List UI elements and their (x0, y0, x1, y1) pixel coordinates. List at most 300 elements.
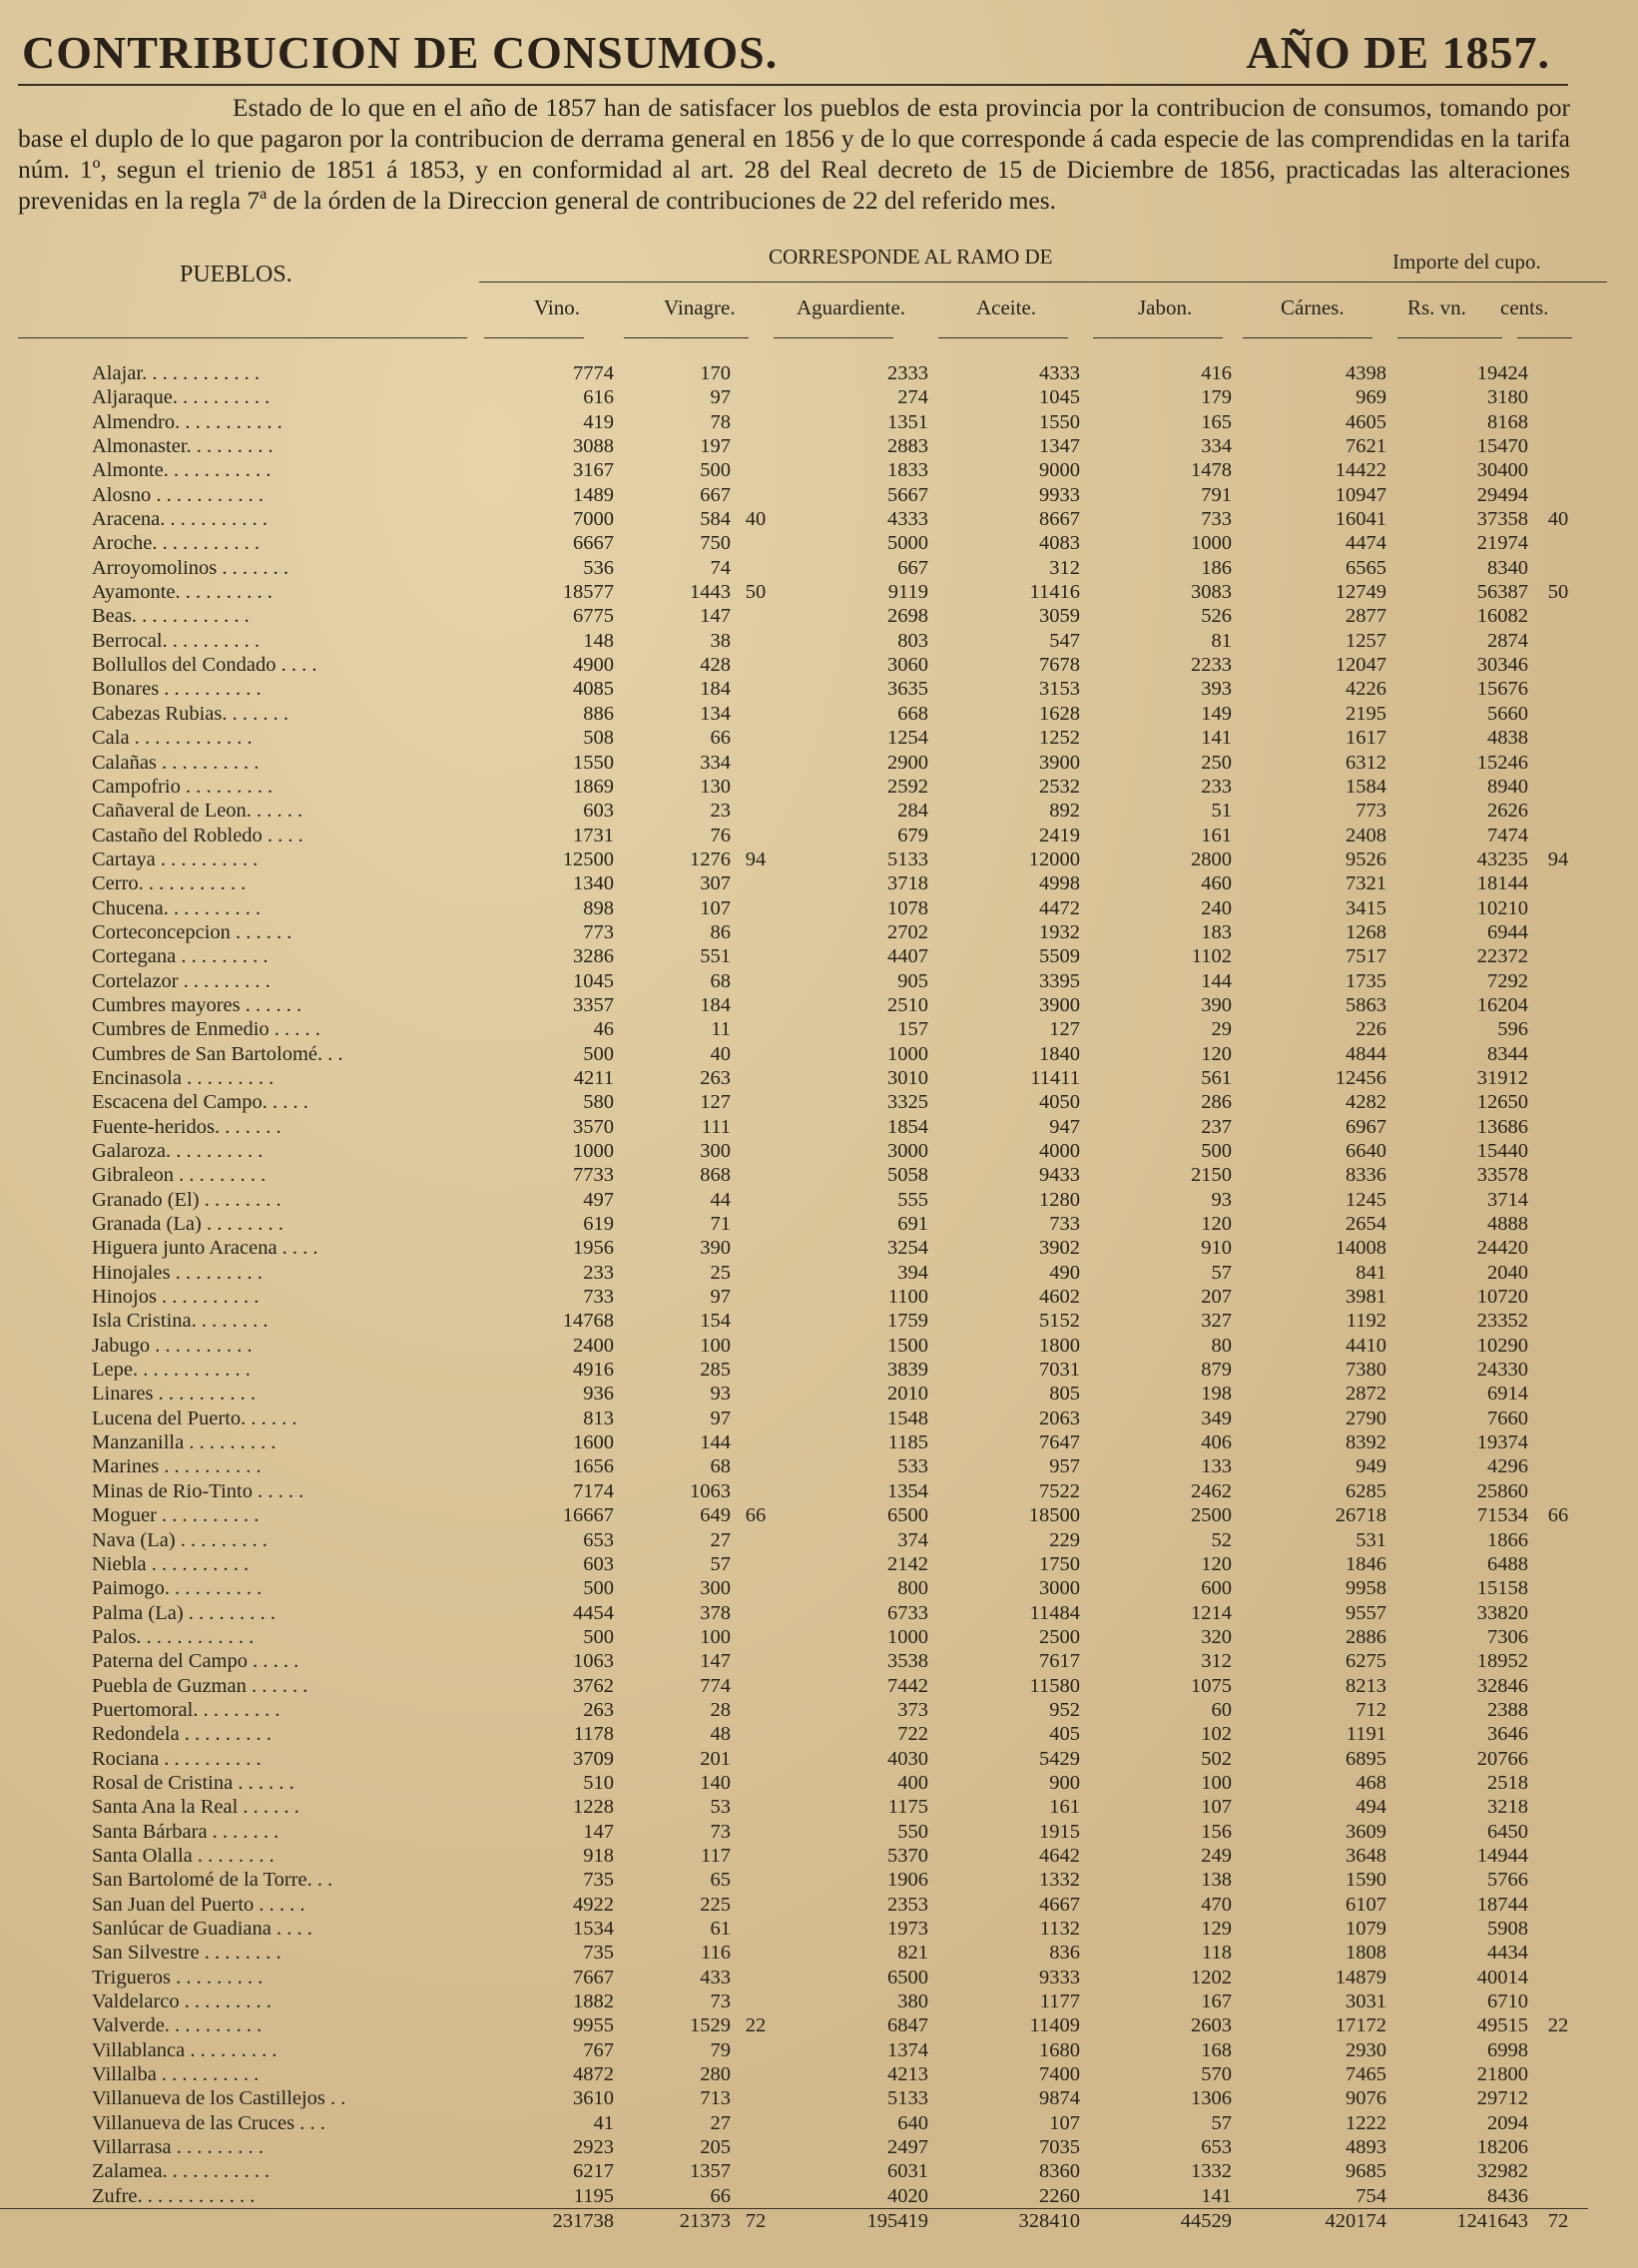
aguardiente-value: 6733 (887, 1601, 928, 1624)
vinagre-value: 551 (700, 945, 731, 968)
aguardiente-value: 6500 (887, 1966, 928, 1988)
importe-value: 37358 (1476, 508, 1528, 531)
aceite-value: 1347 (1039, 435, 1080, 458)
aguardiente-value: 394 (897, 1261, 928, 1284)
vino-value: 7174 (573, 1479, 614, 1502)
importe-value: 32982 (1476, 2160, 1528, 2183)
carnes-value: 9526 (1346, 848, 1386, 870)
vinagre-cents (731, 653, 781, 677)
carnes-header: Cárnes. (1281, 295, 1345, 319)
importe-value: 20766 (1476, 1747, 1528, 1770)
aguardiente-value: 400 (897, 1771, 928, 1794)
importe-cents (1528, 2086, 1588, 2110)
header-rule (18, 337, 467, 338)
aceite-value: 805 (1049, 1383, 1080, 1406)
pueblo-name: Cerro. . . . . . . . . . . (92, 872, 247, 895)
importe-cents (1528, 1917, 1588, 1941)
importe-cents (1528, 702, 1588, 726)
jabon-value: 102 (1201, 1723, 1232, 1746)
pueblo-name: Lepe. . . . . . . . . . . . (92, 1359, 251, 1382)
aguardiente-value: 3839 (887, 1359, 928, 1382)
importe-value: 8340 (1487, 556, 1528, 579)
pueblo-name: Aroche. . . . . . . . . . . (92, 532, 260, 555)
vinagre-value: 48 (710, 1723, 731, 1746)
vinagre-value: 11 (711, 1018, 731, 1041)
vinagre-value: 134 (700, 702, 731, 725)
aceite-value: 127 (1049, 1018, 1080, 1041)
table-row (0, 580, 1588, 604)
pueblo-name: Cabezas Rubias. . . . . . . (92, 702, 288, 725)
table-row (0, 1115, 1588, 1139)
pueblo-name: Higuera junto Aracena . . . . (92, 1237, 318, 1260)
importe-cents (1528, 824, 1588, 848)
vinagre-cents: 94 (745, 848, 767, 870)
pueblo-name: Santa Bárbara . . . . . . . (92, 1820, 279, 1843)
carnes-value: 531 (1356, 1528, 1386, 1551)
vino-value: 147 (583, 1820, 614, 1843)
importe-value: 2094 (1487, 2111, 1528, 2134)
aceite-value: 892 (1049, 800, 1080, 823)
importe-cents (1528, 1989, 1588, 2013)
importe-value: 33820 (1476, 1601, 1528, 1624)
vinagre-value: 307 (700, 872, 731, 895)
importe-value: 15440 (1476, 1140, 1528, 1162)
aceite-value: 328410 (928, 2209, 1080, 2234)
vino-value: 1882 (573, 1990, 614, 2013)
aguardiente-value: 6031 (887, 2160, 928, 2183)
carnes-value: 12047 (1335, 654, 1386, 677)
vino-value: 500 (583, 1042, 614, 1065)
importe-value: 16204 (1476, 993, 1528, 1016)
carnes-value: 4398 (1346, 362, 1386, 384)
importe-value: 56387 (1476, 581, 1528, 604)
importe-value: 15676 (1476, 678, 1528, 701)
jabon-value: 653 (1201, 2136, 1232, 2159)
jabon-value: 183 (1201, 920, 1232, 943)
importe-value: 23352 (1476, 1310, 1528, 1333)
vinagre-value: 390 (700, 1237, 731, 1260)
vinagre-cents (731, 2111, 781, 2135)
importe-cents (1528, 629, 1588, 653)
aceite-value: 7031 (1039, 1359, 1080, 1382)
vinagre-value: 100 (700, 1334, 731, 1357)
table-row (0, 1625, 1588, 1649)
importe-value: 6710 (1487, 1990, 1528, 2013)
vinagre-cents (731, 1479, 781, 1503)
table-row (0, 1285, 1588, 1309)
vino-value: 233 (583, 1261, 614, 1284)
aceite-value: 3153 (1039, 678, 1080, 701)
jabon-value: 320 (1201, 1625, 1232, 1648)
aguardiente-value: 803 (897, 629, 928, 652)
jabon-value: 390 (1201, 993, 1232, 1016)
vinagre-value: 713 (700, 2087, 731, 2110)
jabon-value: 138 (1201, 1869, 1232, 1892)
vinagre-cents (731, 458, 781, 482)
vino-value: 653 (583, 1528, 614, 1551)
vinagre-cents (731, 1454, 781, 1478)
aceite-value: 947 (1049, 1115, 1080, 1138)
vinagre-value: 74 (710, 556, 731, 579)
carnes-value: 7380 (1346, 1359, 1386, 1382)
vino-value: 14768 (562, 1310, 614, 1333)
jabon-value: 526 (1201, 605, 1232, 628)
table-row (0, 2038, 1588, 2062)
importe-cents (1528, 1649, 1588, 1673)
pueblo-name: Aljaraque. . . . . . . . . . (92, 386, 271, 409)
vinagre-cents (731, 1917, 781, 1941)
vino-value: 3709 (573, 1747, 614, 1770)
carnes-value: 6565 (1346, 556, 1386, 579)
aceite-value: 7678 (1039, 654, 1080, 677)
aceite-value: 4083 (1039, 532, 1080, 555)
vinagre-value: 184 (700, 678, 731, 701)
pueblo-name: San Juan del Puerto . . . . . (92, 1893, 305, 1916)
aguardiente-value: 284 (897, 800, 928, 823)
importe-cents (1528, 1674, 1588, 1698)
aguardiente-value: 533 (897, 1455, 928, 1478)
vinagre-value: 76 (710, 824, 731, 847)
table-row (0, 1820, 1588, 1844)
carnes-value: 841 (1356, 1261, 1386, 1284)
vino-value: 733 (583, 1286, 614, 1309)
vinagre-cents (731, 2086, 781, 2110)
jabon-value: 179 (1201, 386, 1232, 409)
table-row (0, 871, 1588, 895)
carnes-value: 7621 (1346, 435, 1386, 458)
aguardiente-value: 5058 (887, 1164, 928, 1187)
vinagre-value: 25 (710, 1261, 731, 1284)
jabon-value: 57 (1211, 1261, 1232, 1284)
aceite-value: 9333 (1039, 1966, 1080, 1988)
header-rule (1093, 337, 1223, 338)
vinagre-cents (731, 1261, 781, 1285)
vinagre-cents (731, 1625, 781, 1649)
importe-cents (1528, 969, 1588, 993)
vino-value: 4900 (573, 654, 614, 677)
vino-value: 7667 (573, 1966, 614, 1988)
vinagre-cents (731, 1649, 781, 1673)
pueblo-name: Villanueva de las Cruces . . . (92, 2111, 325, 2134)
importe-value: 6998 (1487, 2038, 1528, 2061)
importe-value: 12650 (1476, 1091, 1528, 1114)
jabon-value: 100 (1201, 1771, 1232, 1794)
importe-cents (1528, 1454, 1588, 1478)
vinagre-value: 1443 (690, 581, 731, 604)
aceite-header: Aceite. (976, 295, 1037, 319)
aguardiente-value: 7442 (887, 1674, 928, 1697)
aguardiente-header: Aguardiente. (797, 295, 906, 319)
vinagre-cents (731, 1820, 781, 1844)
importe-value: 22372 (1476, 945, 1528, 968)
importe-value: 19424 (1476, 362, 1528, 384)
vino-value: 508 (583, 727, 614, 750)
aguardiente-value: 4407 (887, 945, 928, 968)
vino-value: 4922 (573, 1893, 614, 1916)
aceite-value: 8667 (1039, 508, 1080, 531)
vinagre-cents (731, 1844, 781, 1868)
importe-cents (1528, 1188, 1588, 1212)
importe-cents (1528, 604, 1588, 628)
vino-value: 263 (583, 1698, 614, 1721)
rs-header: Rs. vn. (1407, 295, 1466, 319)
aceite-value: 9433 (1039, 1164, 1080, 1187)
jabon-value: 1102 (1191, 945, 1232, 968)
vinagre-cents (731, 531, 781, 555)
aceite-value: 107 (1049, 2111, 1080, 2134)
table-row (0, 824, 1588, 848)
vinagre-value: 111 (701, 1115, 731, 1138)
vinagre-value: 78 (710, 410, 731, 433)
carnes-value: 6967 (1346, 1115, 1386, 1138)
carnes-value: 6285 (1346, 1479, 1386, 1502)
carnes-value: 6895 (1346, 1747, 1386, 1770)
jabon-value: 2150 (1191, 1164, 1232, 1187)
vinagre-cents (731, 1042, 781, 1066)
vino-value: 1228 (573, 1796, 614, 1819)
importe-cents (1528, 653, 1588, 677)
carnes-value: 3415 (1346, 896, 1386, 919)
aguardiente-value: 1000 (887, 1042, 928, 1065)
jabon-value: 161 (1201, 824, 1232, 847)
importe-cents (1528, 1090, 1588, 1114)
table-row (0, 2184, 1588, 2209)
importe-cents (1528, 1625, 1588, 1649)
vinagre-value: 44 (710, 1188, 731, 1211)
importe-value: 15246 (1476, 751, 1528, 774)
aceite-value: 2532 (1039, 775, 1080, 798)
importe-cents (1528, 1212, 1588, 1236)
pueblo-name: Nava (La) . . . . . . . . . (92, 1528, 268, 1551)
importe-value: 3714 (1487, 1188, 1528, 1211)
carnes-value: 1245 (1346, 1188, 1386, 1211)
aceite-value: 4000 (1039, 1140, 1080, 1162)
importe-cents (1528, 2111, 1588, 2135)
vinagre-cents (731, 1552, 781, 1576)
vino-value: 773 (583, 920, 614, 943)
vino-value: 3762 (573, 1674, 614, 1697)
table-row (0, 385, 1588, 409)
vino-value: 9955 (573, 2014, 614, 2037)
vinagre-value: 170 (700, 362, 731, 384)
jabon-value: 1332 (1191, 2160, 1232, 2183)
jabon-value: 1000 (1191, 532, 1232, 555)
importe-cents (1528, 1698, 1588, 1722)
jabon-value: 2800 (1191, 848, 1232, 870)
carnes-value: 9685 (1346, 2160, 1386, 2183)
aguardiente-value: 3060 (887, 654, 928, 677)
vinagre-value: 86 (710, 920, 731, 943)
vinagre-cents (731, 944, 781, 968)
importe-cents (1528, 1285, 1588, 1309)
carnes-value: 1846 (1346, 1552, 1386, 1575)
table-row (0, 1479, 1588, 1503)
vinagre-value: 144 (700, 1431, 731, 1454)
aceite-value: 9874 (1039, 2087, 1080, 2110)
aceite-value: 7647 (1039, 1431, 1080, 1454)
importe-cents (1528, 2038, 1588, 2062)
jabon-value: 233 (1201, 775, 1232, 798)
importe-cents (1528, 1407, 1588, 1430)
vinagre-value: 774 (700, 1674, 731, 1697)
carnes-value: 4226 (1346, 678, 1386, 701)
jabon-value: 29 (1211, 1018, 1232, 1041)
vino-value: 41 (593, 2111, 614, 2134)
importe-cents (1528, 1795, 1588, 1819)
importe-value: 71534 (1476, 1504, 1528, 1527)
carnes-value: 2872 (1346, 1383, 1386, 1406)
pueblo-name: Moguer . . . . . . . . . . (92, 1504, 260, 1527)
carnes-value: 8336 (1346, 1164, 1386, 1187)
vinagre-cents (731, 483, 781, 507)
importe-cents (1528, 1771, 1588, 1795)
vinagre-cents (731, 677, 781, 701)
carnes-value: 949 (1356, 1455, 1386, 1478)
aguardiente-value: 905 (897, 969, 928, 992)
jabon-value: 144 (1201, 969, 1232, 992)
aceite-value: 8360 (1039, 2160, 1080, 2183)
jabon-value: 502 (1201, 1747, 1232, 1770)
table-row (0, 1989, 1588, 2013)
carnes-value: 9958 (1346, 1577, 1386, 1600)
aguardiente-value: 3635 (887, 678, 928, 701)
pueblo-name: Zalamea. . . . . . . . . . . (92, 2160, 271, 2183)
vinagre-cents (731, 1382, 781, 1406)
aguardiente-value: 5370 (887, 1844, 928, 1867)
pueblo-name: Rociana . . . . . . . . . . (92, 1747, 262, 1770)
vino-value: 7774 (573, 362, 614, 384)
vinagre-value: 21373 (614, 2209, 731, 2234)
importe-value: 3646 (1487, 1723, 1528, 1746)
importe-cents (1528, 1139, 1588, 1163)
jabon-value: 334 (1201, 435, 1232, 458)
importe-cents (1528, 1334, 1588, 1358)
jabon-value: 133 (1201, 1455, 1232, 1478)
importe-cents: 40 (1547, 508, 1569, 531)
carnes-value: 494 (1356, 1796, 1386, 1819)
importe-cents (1528, 1163, 1588, 1187)
vino-value: 616 (583, 386, 614, 409)
importe-value: 19374 (1476, 1431, 1528, 1454)
table-row (0, 483, 1588, 507)
carnes-value: 2654 (1346, 1213, 1386, 1236)
table-row (0, 434, 1588, 458)
aceite-value: 7035 (1039, 2136, 1080, 2159)
aceite-value: 161 (1049, 1796, 1080, 1819)
vino-value: 4211 (573, 1066, 614, 1089)
vinagre-cents (731, 969, 781, 993)
aceite-value: 7617 (1039, 1650, 1080, 1673)
vino-value: 918 (583, 1844, 614, 1867)
aceite-value: 2419 (1039, 824, 1080, 847)
jabon-value: 1306 (1191, 2087, 1232, 2110)
aguardiente-value: 2353 (887, 1893, 928, 1916)
jabon-value: 2603 (1191, 2014, 1232, 2037)
table-row (0, 1722, 1588, 1746)
pueblo-name: Encinasola . . . . . . . . . (92, 1066, 274, 1089)
aceite-value: 957 (1049, 1455, 1080, 1478)
vinagre-cents (731, 1236, 781, 1260)
cents-header: cents. (1500, 295, 1549, 319)
aguardiente-value: 380 (897, 1990, 928, 2013)
vino-value: 16667 (562, 1504, 614, 1527)
aceite-value: 900 (1049, 1771, 1080, 1794)
table-row (0, 1358, 1588, 1382)
aceite-value: 3395 (1039, 969, 1080, 992)
vinagre-value: 27 (710, 2111, 731, 2134)
vino-value: 18577 (562, 581, 614, 604)
jabon-value: 406 (1201, 1431, 1232, 1454)
importe-value: 29712 (1476, 2087, 1528, 2110)
importe-value: 40014 (1476, 1966, 1528, 1988)
table-row (0, 1236, 1588, 1260)
jabon-value: 1075 (1191, 1674, 1232, 1697)
importe-cents (1528, 1309, 1588, 1333)
pueblo-name: Campofrio . . . . . . . . . (92, 775, 273, 798)
carnes-value: 4410 (1346, 1334, 1386, 1357)
table-row (0, 1163, 1588, 1187)
vinagre-cents (731, 1090, 781, 1114)
aguardiente-value: 679 (897, 824, 928, 847)
aguardiente-value: 800 (897, 1577, 928, 1600)
vinagre-cents (731, 799, 781, 823)
vinagre-value: 23 (710, 800, 731, 823)
jabon-value: 186 (1201, 556, 1232, 579)
pueblo-name: Almonte. . . . . . . . . . . (92, 459, 272, 482)
importe-value: 7474 (1487, 824, 1528, 847)
vinagre-value: 127 (700, 1091, 731, 1114)
carnes-value: 1735 (1346, 969, 1386, 992)
importe-value: 4838 (1487, 727, 1528, 750)
vinagre-cents (731, 896, 781, 920)
vinagre-cents (731, 1309, 781, 1333)
vino-value: 7733 (573, 1164, 614, 1187)
vino-value: 735 (583, 1869, 614, 1892)
importe-cents (1528, 1382, 1588, 1406)
vinagre-cents (731, 824, 781, 848)
aceite-value: 2063 (1039, 1407, 1080, 1429)
importe-cents (1528, 1528, 1588, 1552)
vinagre-cents (731, 726, 781, 750)
vinagre-value: 38 (710, 629, 731, 652)
importe-value: 7306 (1487, 1625, 1528, 1648)
vino-value: 1731 (573, 824, 614, 847)
vinagre-cents (731, 410, 781, 434)
vinagre-cents (731, 2062, 781, 2086)
table-row (0, 2111, 1588, 2135)
importe-cents (1528, 1844, 1588, 1868)
aceite-value: 4333 (1039, 362, 1080, 384)
vinagre-value: 140 (700, 1771, 731, 1794)
vinagre-value: 100 (700, 1625, 731, 1648)
carnes-value: 3609 (1346, 1820, 1386, 1843)
jabon-value: 60 (1211, 1698, 1232, 1721)
carnes-value: 8213 (1346, 1674, 1386, 1697)
importe-value: 7660 (1487, 1407, 1528, 1429)
pueblo-name: Jabugo . . . . . . . . . . (92, 1334, 253, 1357)
importe-value: 16082 (1476, 605, 1528, 628)
jabon-value: 149 (1201, 702, 1232, 725)
vinagre-value: 263 (700, 1066, 731, 1089)
vino-value: 7000 (573, 508, 614, 531)
vinagre-cents: 40 (745, 508, 767, 531)
jabon-value: 879 (1201, 1359, 1232, 1382)
importe-cents (1528, 944, 1588, 968)
pueblo-name: Zufre. . . . . . . . . . . . (92, 2184, 256, 2207)
aceite-value: 4602 (1039, 1286, 1080, 1309)
table-row (0, 1090, 1588, 1114)
vino-value: 4085 (573, 678, 614, 701)
